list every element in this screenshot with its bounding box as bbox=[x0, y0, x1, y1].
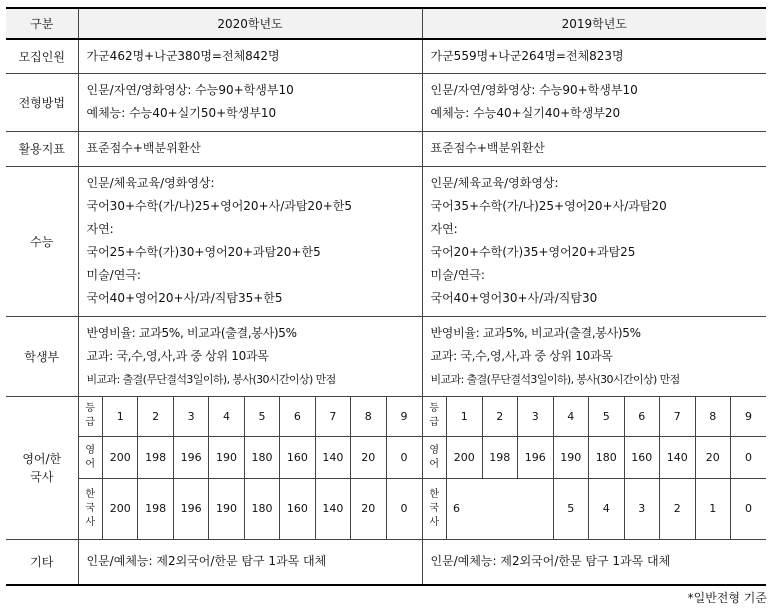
header-2020: 2020학년도 bbox=[78, 8, 422, 39]
grade-row-label: 등급 bbox=[423, 397, 447, 437]
grade-cell: 1 bbox=[103, 397, 138, 437]
csat-2019 bbox=[422, 166, 766, 316]
grade-row bbox=[79, 397, 422, 437]
history-score-merged: 6 bbox=[447, 479, 554, 539]
label-grades-text: 영어/한국사 bbox=[22, 451, 62, 484]
english-score: 196 bbox=[173, 437, 208, 479]
header-2019: 2019학년도 bbox=[422, 8, 766, 39]
label-csat: 수능 bbox=[6, 166, 78, 316]
grade-row bbox=[423, 397, 767, 437]
method-2019 bbox=[422, 73, 766, 131]
record-2019-line: 비교과: 출결(무단결석3일이하), 봉사(30시간이상) 만점 bbox=[430, 372, 680, 386]
csat-2020-line: 국어30+수학(가/나)25+영어20+사/과탐20+한5 bbox=[86, 199, 352, 213]
history-score: 3 bbox=[624, 479, 660, 539]
other-2019: 인문/예체능: 제2외국어/한문 탐구 1과목 대체 bbox=[422, 539, 766, 585]
record-2019 bbox=[422, 316, 766, 396]
grade-cell: 5 bbox=[244, 397, 279, 437]
label-other: 기타 bbox=[6, 539, 78, 585]
english-score: 190 bbox=[553, 437, 589, 479]
grade-cell: 2 bbox=[138, 397, 173, 437]
grade-cell: 8 bbox=[695, 397, 731, 437]
grade-cell: 9 bbox=[386, 397, 422, 437]
grade-cell: 6 bbox=[280, 397, 315, 437]
english-row bbox=[79, 437, 422, 479]
index-2020: 표준점수+백분위환산 bbox=[78, 131, 422, 166]
history-score: 140 bbox=[315, 479, 350, 539]
csat-2019-line: 국어40+영어30+사/과/직탐30 bbox=[430, 291, 598, 305]
english-score: 180 bbox=[589, 437, 625, 479]
history-score: 5 bbox=[553, 479, 589, 539]
grade-cell: 6 bbox=[624, 397, 660, 437]
english-score: 160 bbox=[280, 437, 315, 479]
history-score: 2 bbox=[660, 479, 696, 539]
csat-2019-line: 국어35+수학(가/나)25+영어20+사/과탐20 bbox=[430, 199, 667, 213]
label-recruit: 모집인원 bbox=[6, 39, 78, 73]
row-csat bbox=[6, 166, 766, 316]
english-score: 20 bbox=[695, 437, 731, 479]
recruit-2019: 가군559명+나군264명=전체823명 bbox=[422, 39, 766, 73]
grade-row-label: 등급 bbox=[79, 397, 103, 437]
admission-comparison-table bbox=[6, 7, 766, 586]
method-2020 bbox=[78, 73, 422, 131]
english-score: 200 bbox=[103, 437, 138, 479]
history-score: 0 bbox=[731, 479, 767, 539]
record-2019-line: 반영비율: 교과5%, 비교과(출결,봉사)5% bbox=[430, 325, 641, 340]
grades-2020-table bbox=[79, 397, 422, 539]
history-score: 4 bbox=[589, 479, 625, 539]
method-2019-line: 예체능: 수능40+실기40+학생부20 bbox=[430, 106, 621, 120]
english-score: 160 bbox=[624, 437, 660, 479]
label-grades bbox=[6, 396, 78, 539]
csat-2020-line: 국어40+영어20+사/과/직탐35+한5 bbox=[86, 291, 283, 305]
row-index bbox=[6, 131, 766, 166]
history-score: 196 bbox=[173, 479, 208, 539]
english-score: 190 bbox=[209, 437, 244, 479]
record-2020-line: 반영비율: 교과5%, 비교과(출결,봉사)5% bbox=[86, 325, 297, 340]
method-2020-line: 인문/자연/영화영상: 수능90+학생부10 bbox=[86, 83, 294, 97]
record-2019-line: 교과: 국,수,영,사,과 중 상위 10과목 bbox=[430, 348, 613, 363]
english-score: 140 bbox=[315, 437, 350, 479]
english-row-label: 영어 bbox=[79, 437, 103, 479]
history-score: 20 bbox=[351, 479, 386, 539]
other-2020: 인문/예체능: 제2외국어/한문 탐구 1과목 대체 bbox=[78, 539, 422, 585]
label-method: 전형방법 bbox=[6, 73, 78, 131]
index-2019: 표준점수+백분위환산 bbox=[422, 131, 766, 166]
footnote: *일반전형 기준 bbox=[687, 591, 767, 605]
csat-2020-line: 자연: bbox=[86, 222, 114, 236]
record-2020-line: 비교과: 출결(무단결석3일이하), 봉사(30시간이상) 만점 bbox=[86, 372, 336, 386]
grade-cell: 7 bbox=[315, 397, 350, 437]
english-score: 196 bbox=[518, 437, 554, 479]
csat-2020-line: 미술/연극: bbox=[86, 268, 141, 282]
english-score: 20 bbox=[351, 437, 386, 479]
grade-cell: 9 bbox=[731, 397, 767, 437]
record-2020 bbox=[78, 316, 422, 396]
row-method bbox=[6, 73, 766, 131]
english-score: 0 bbox=[731, 437, 767, 479]
history-row bbox=[423, 479, 767, 539]
grade-cell: 4 bbox=[209, 397, 244, 437]
recruit-2020: 가군462명+나군380명=전체842명 bbox=[78, 39, 422, 73]
history-row-label: 한국사 bbox=[423, 479, 447, 539]
english-score: 180 bbox=[244, 437, 279, 479]
csat-2019-line: 국어20+수학(가)35+영어20+과탐25 bbox=[430, 245, 636, 259]
row-record bbox=[6, 316, 766, 396]
grade-cell: 4 bbox=[553, 397, 589, 437]
grade-cell: 3 bbox=[518, 397, 554, 437]
grades-2020 bbox=[78, 396, 422, 539]
csat-2019-line: 인문/체육교육/영화영상: bbox=[430, 176, 559, 190]
history-score: 1 bbox=[695, 479, 731, 539]
csat-2019-line: 미술/연극: bbox=[430, 268, 485, 282]
history-row bbox=[79, 479, 422, 539]
history-score: 198 bbox=[138, 479, 173, 539]
english-score: 198 bbox=[482, 437, 518, 479]
header-category: 구분 bbox=[6, 8, 78, 39]
grade-cell: 7 bbox=[660, 397, 696, 437]
history-row-label: 한국사 bbox=[79, 479, 103, 539]
grade-cell: 8 bbox=[351, 397, 386, 437]
grades-2019-table bbox=[423, 397, 767, 539]
grade-cell: 1 bbox=[447, 397, 483, 437]
csat-2020 bbox=[78, 166, 422, 316]
record-2020-line: 교과: 국,수,영,사,과 중 상위 10과목 bbox=[86, 348, 269, 363]
history-score: 0 bbox=[386, 479, 422, 539]
label-record: 학생부 bbox=[6, 316, 78, 396]
history-score: 200 bbox=[103, 479, 138, 539]
history-score: 180 bbox=[244, 479, 279, 539]
row-other bbox=[6, 539, 766, 585]
csat-2020-line: 인문/체육교육/영화영상: bbox=[86, 176, 215, 190]
grade-cell: 2 bbox=[482, 397, 518, 437]
method-2019-line: 인문/자연/영화영상: 수능90+학생부10 bbox=[430, 83, 638, 97]
history-score: 190 bbox=[209, 479, 244, 539]
row-grades bbox=[6, 396, 766, 539]
grade-cell: 3 bbox=[173, 397, 208, 437]
english-row bbox=[423, 437, 767, 479]
english-score: 200 bbox=[447, 437, 483, 479]
english-score: 198 bbox=[138, 437, 173, 479]
label-index: 활용지표 bbox=[6, 131, 78, 166]
row-recruit bbox=[6, 39, 766, 73]
method-2020-line: 예체능: 수능40+실기50+학생부10 bbox=[86, 106, 277, 120]
grades-2019 bbox=[422, 396, 766, 539]
english-row-label: 영어 bbox=[423, 437, 447, 479]
history-score: 160 bbox=[280, 479, 315, 539]
csat-2019-line: 자연: bbox=[430, 222, 458, 236]
csat-2020-line: 국어25+수학(가)30+영어20+과탐20+한5 bbox=[86, 245, 321, 259]
english-score: 0 bbox=[386, 437, 422, 479]
english-score: 140 bbox=[660, 437, 696, 479]
grade-cell: 5 bbox=[589, 397, 625, 437]
